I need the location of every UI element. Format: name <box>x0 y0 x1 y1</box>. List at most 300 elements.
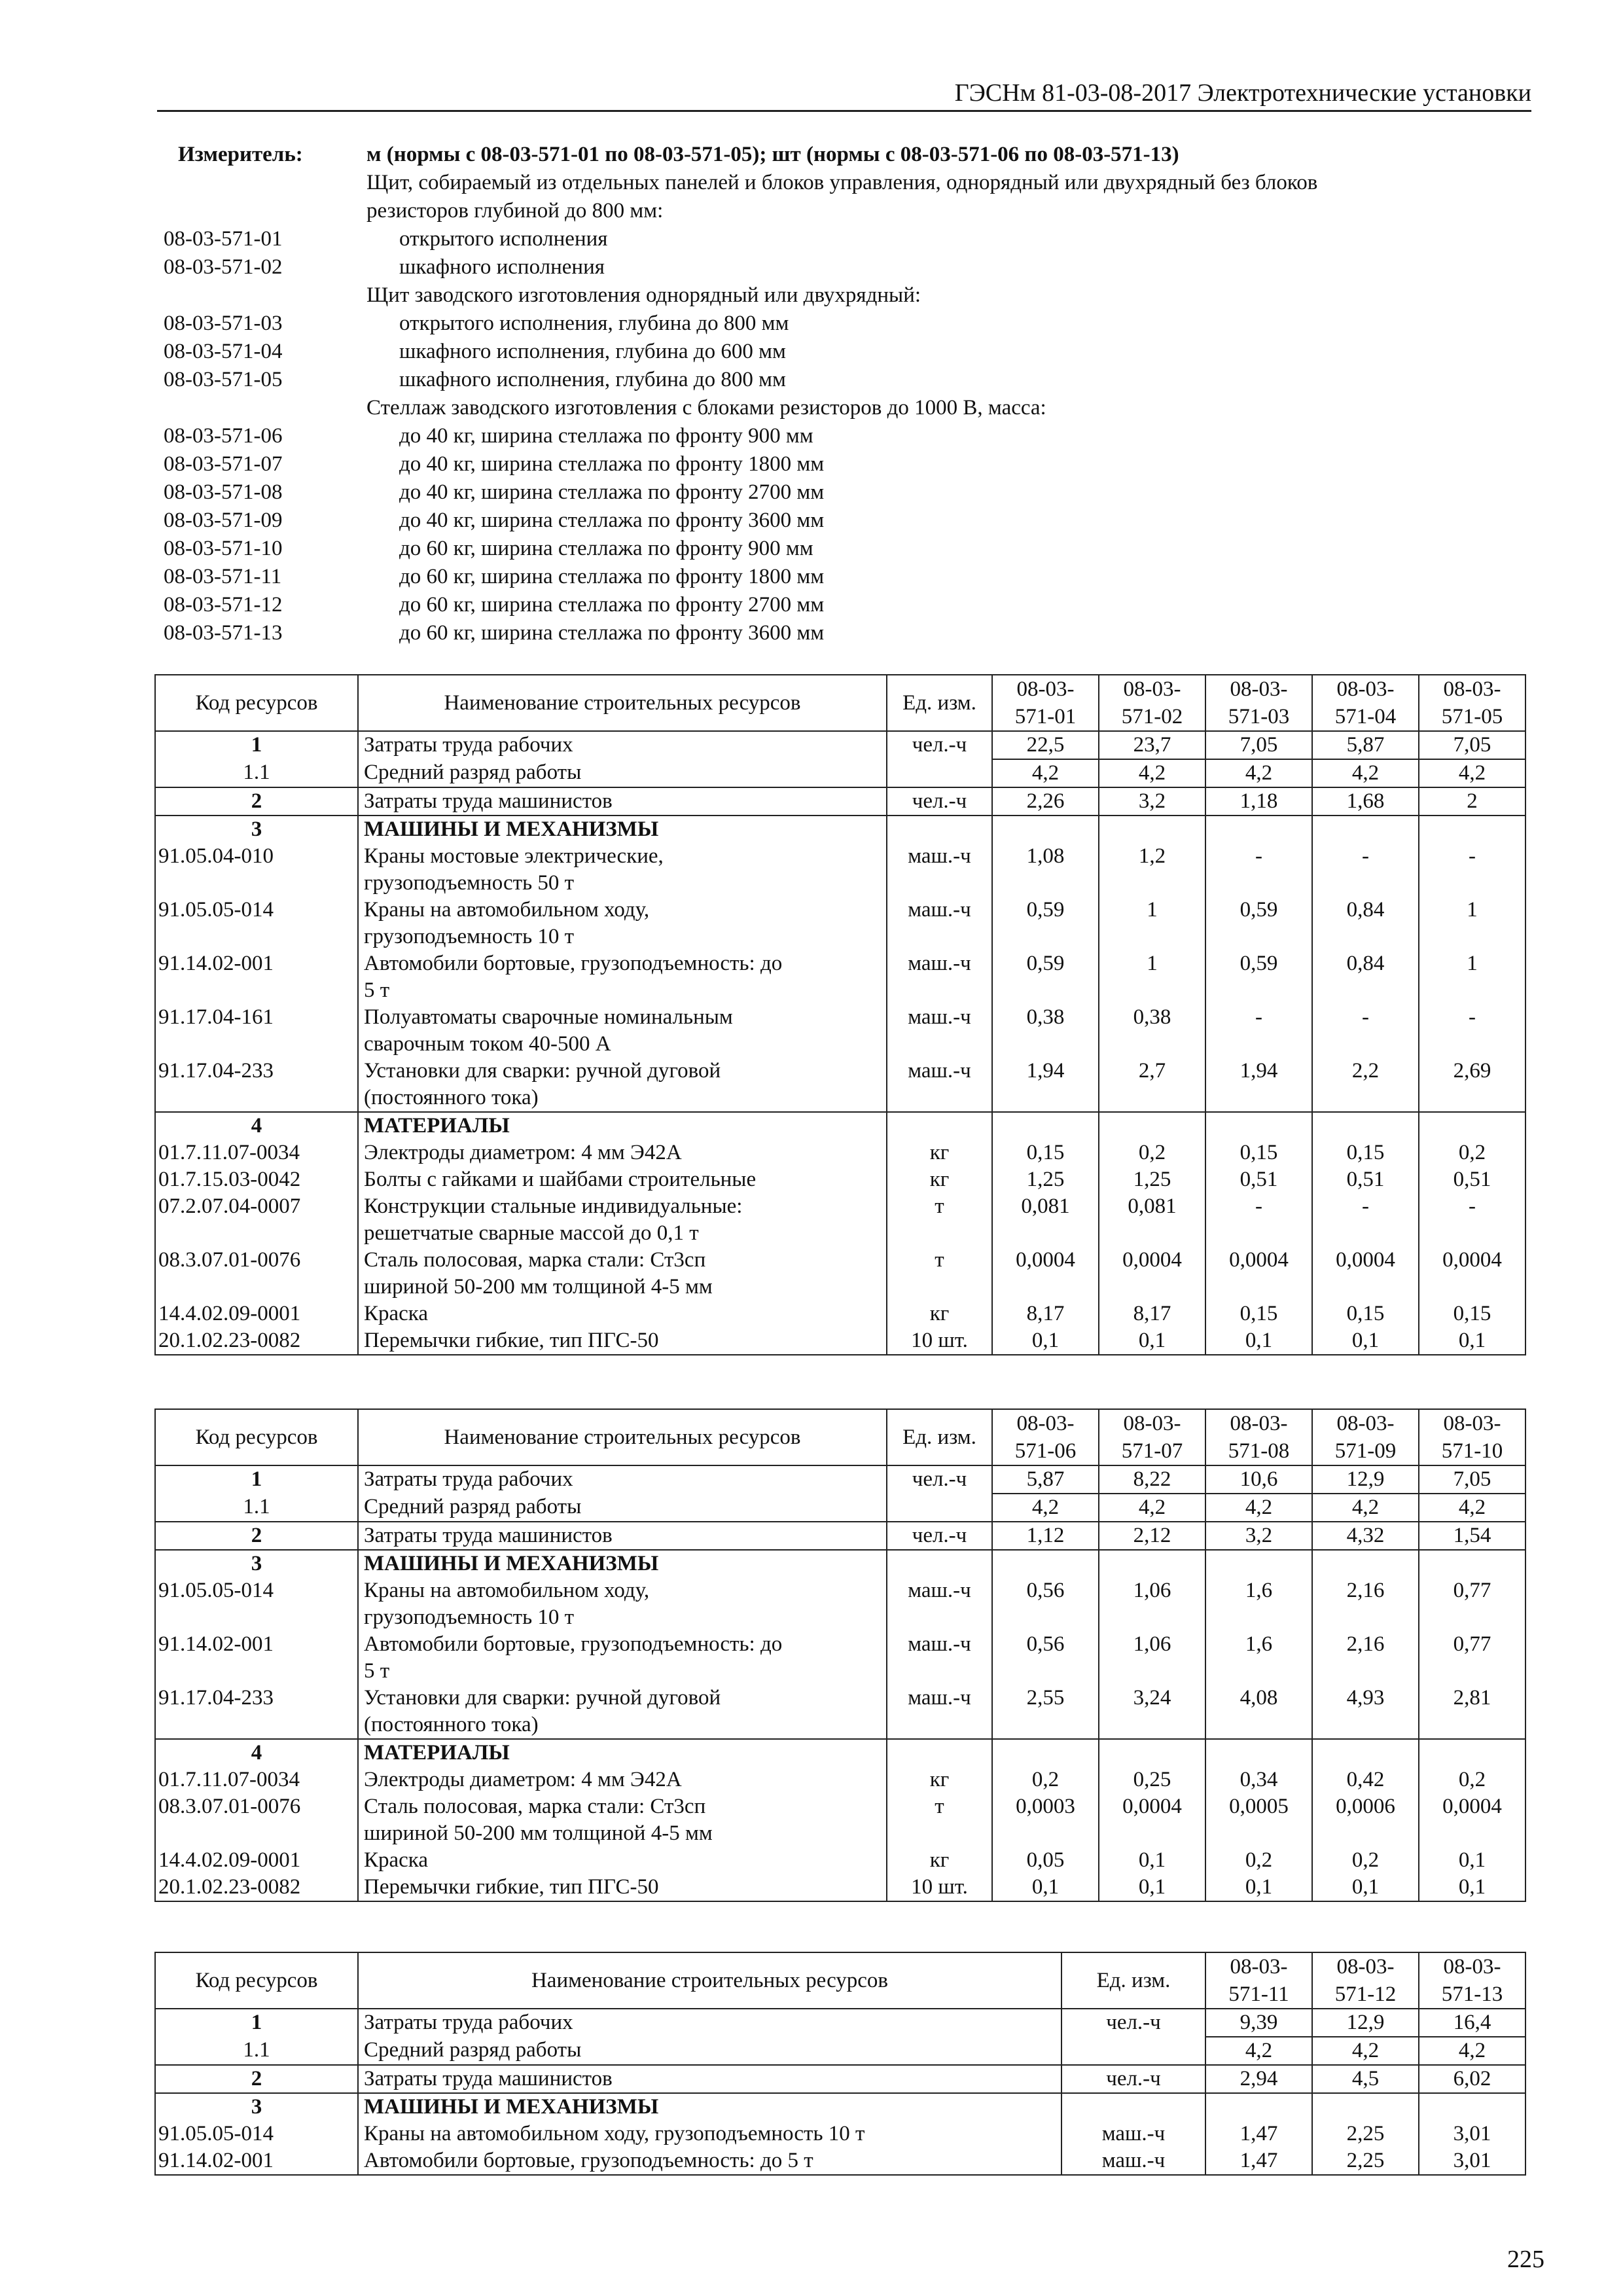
resource-name-line: шириной 50-200 мм толщиной 4-5 мм <box>364 1275 713 1299</box>
intro-line <box>164 253 1512 281</box>
norm-value <box>1419 816 1525 843</box>
resource-unit: маш.-ч <box>887 1004 992 1058</box>
resource-name-line: МАТЕРИАЛЫ <box>364 1114 510 1138</box>
norm-value: 0,0004 <box>1312 1247 1419 1300</box>
norm-col-line: 08-03- <box>1230 1412 1288 1435</box>
intro-line <box>164 310 1512 338</box>
table-row <box>155 1550 1525 1577</box>
resource-name-line: Установки для сварки: ручной дуговой <box>364 1059 721 1083</box>
norm-value: 4,2 <box>992 1494 1099 1522</box>
resource-unit <box>887 1112 992 1139</box>
norm-code: 08-03-571-06 <box>164 424 283 448</box>
norm-value: 0,15 <box>1312 1139 1419 1166</box>
resource-code: 2 <box>155 2065 358 2093</box>
norm-code: 08-03-571-03 <box>164 312 283 335</box>
norm-value: - <box>1419 843 1525 897</box>
resource-name-line: Автомобили бортовые, грузоподъемность: до <box>364 952 783 975</box>
norm-value: 23,7 <box>1099 731 1205 759</box>
resource-name-line: грузоподъемность 10 т <box>364 925 575 948</box>
resource-code: 2 <box>155 1522 358 1550</box>
resource-name-line: 5 т <box>364 978 390 1002</box>
resource-code: 1 <box>155 1465 358 1494</box>
norm-value: 4,2 <box>1205 2037 1312 2065</box>
table-row <box>155 1577 1525 1631</box>
norm-value <box>992 1739 1099 1767</box>
norm-value: - <box>1312 843 1419 897</box>
resource-name <box>358 1494 887 1522</box>
resource-name-line: Конструкции стальные индивидуальные: <box>364 1194 743 1218</box>
resource-unit: маш.-ч <box>887 897 992 950</box>
norm-value: 0,59 <box>1205 950 1312 1004</box>
norm-value: 0,51 <box>1205 1166 1312 1193</box>
table-row <box>155 2121 1525 2147</box>
table-row <box>155 2037 1525 2065</box>
norm-value: 1,94 <box>992 1058 1099 1112</box>
norm-value: 0,05 <box>992 1847 1099 1874</box>
norm-value: - <box>1205 1193 1312 1247</box>
norm-value <box>1205 1739 1312 1767</box>
norm-value: - <box>1312 1193 1419 1247</box>
norm-value: 4,2 <box>1419 2037 1525 2065</box>
header-norm-column <box>1419 1409 1525 1465</box>
header-norm-column <box>1312 1409 1419 1465</box>
norm-value: 0,77 <box>1419 1577 1525 1631</box>
resource-name <box>358 2009 1061 2037</box>
norm-value <box>1419 1112 1525 1139</box>
resource-name <box>358 2147 1061 2175</box>
resource-code: 91.05.05-014 <box>155 1577 358 1631</box>
table-row <box>155 1631 1525 1685</box>
resource-code: 1.1 <box>155 2037 358 2065</box>
resource-code: 91.14.02-001 <box>155 1631 358 1685</box>
resource-name <box>358 1550 887 1577</box>
norm-value: 0,1 <box>1099 1874 1205 1901</box>
resource-name-line: Краны на автомобильном ходу, грузоподъемность 10 т <box>364 2122 865 2145</box>
resource-code: 07.2.07.04-0007 <box>155 1193 358 1247</box>
intro-line <box>164 450 1512 478</box>
norm-value: 0,2 <box>1419 1139 1525 1166</box>
norm-description: Щит, собираемый из отдельных панелей и блоков управления, однорядный или двухрядный без блоков <box>366 171 1318 194</box>
resource-code: 3 <box>155 2093 358 2121</box>
table-row <box>155 1300 1525 1327</box>
table-row <box>155 843 1525 897</box>
resource-code: 01.7.11.07-0034 <box>155 1139 358 1166</box>
page-header <box>157 73 1531 112</box>
norm-value: 1,2 <box>1099 843 1205 897</box>
resource-unit: кг <box>887 1139 992 1166</box>
resource-name <box>358 1577 887 1631</box>
header-norm-column <box>1099 1409 1205 1465</box>
norm-value: 0,59 <box>992 950 1099 1004</box>
resource-unit <box>1061 2093 1205 2121</box>
resource-name-line: МАТЕРИАЛЫ <box>364 1741 510 1765</box>
norm-description: Щит заводского изготовления однорядный или двухрядный: <box>366 283 921 307</box>
norm-code: 08-03-571-13 <box>164 621 283 645</box>
norm-value: 0,77 <box>1419 1631 1525 1685</box>
header-norm-column <box>1205 675 1312 731</box>
header-norm-column <box>1419 675 1525 731</box>
norm-value: 0,84 <box>1312 897 1419 950</box>
norm-description: до 60 кг, ширина стеллажа по фронту 3600 мм <box>399 621 825 645</box>
resource-name <box>358 1247 887 1300</box>
resource-name <box>358 897 887 950</box>
norm-value: - <box>1312 1004 1419 1058</box>
norm-value: 7,05 <box>1205 731 1312 759</box>
table-row <box>155 1793 1525 1847</box>
norm-value: 0,1 <box>1312 1874 1419 1901</box>
norm-value: 0,15 <box>1205 1300 1312 1327</box>
norm-value: 0,38 <box>992 1004 1099 1058</box>
norm-value: 0,51 <box>1419 1166 1525 1193</box>
header-unit: Ед. изм. <box>887 675 992 731</box>
norm-value: 16,4 <box>1419 2009 1525 2037</box>
norm-col-line: 08-03- <box>1443 1955 1501 1979</box>
resource-name <box>358 1685 887 1739</box>
table-row <box>155 2009 1525 2037</box>
norm-value: 0,25 <box>1099 1767 1205 1793</box>
resource-name-line: МАШИНЫ И МЕХАНИЗМЫ <box>364 2095 659 2119</box>
table-row <box>155 759 1525 787</box>
norm-col-line: 08-03- <box>1336 1412 1395 1435</box>
resource-name-line: Затраты труда рабочих <box>364 733 573 757</box>
norm-value: 0,2 <box>1205 1847 1312 1874</box>
resource-code: 1 <box>155 731 358 759</box>
norm-value: 2,16 <box>1312 1577 1419 1631</box>
resource-unit: маш.-ч <box>887 1577 992 1631</box>
intro-line <box>164 281 1512 310</box>
resource-unit <box>887 759 992 787</box>
norm-value: 4,93 <box>1312 1685 1419 1739</box>
table-row <box>155 950 1525 1004</box>
resource-code: 01.7.11.07-0034 <box>155 1767 358 1793</box>
table-row <box>155 2065 1525 2093</box>
resource-name <box>358 1847 887 1874</box>
resource-code: 14.4.02.09-0001 <box>155 1300 358 1327</box>
resource-name <box>358 1767 887 1793</box>
header-norm-column <box>1205 1409 1312 1465</box>
resource-code: 91.17.04-161 <box>155 1004 358 1058</box>
norm-value: 1,12 <box>992 1522 1099 1550</box>
norm-description: открытого исполнения, глубина до 800 мм <box>399 312 789 335</box>
intro-lines <box>164 169 1512 647</box>
norm-value: 2,94 <box>1205 2065 1312 2093</box>
header-norm-column <box>1205 1952 1312 2009</box>
norm-value: 2,2 <box>1312 1058 1419 1112</box>
norm-value: 2,25 <box>1312 2147 1419 2175</box>
resource-code: 08.3.07.01-0076 <box>155 1247 358 1300</box>
norm-value: 2,55 <box>992 1685 1099 1739</box>
resource-unit: чел.-ч <box>1061 2009 1205 2037</box>
norm-value: 0,0004 <box>992 1247 1099 1300</box>
resource-name-line: Краны на автомобильном ходу, <box>364 1579 650 1602</box>
norm-value: - <box>1419 1004 1525 1058</box>
resource-name-line: Краска <box>364 1848 428 1872</box>
norm-value: 2,69 <box>1419 1058 1525 1112</box>
intro-line <box>164 197 1512 225</box>
header-row <box>155 1409 1525 1465</box>
norm-value: 1,47 <box>1205 2121 1312 2147</box>
norm-code <box>164 394 366 422</box>
resource-unit: маш.-ч <box>887 843 992 897</box>
resource-unit: чел.-ч <box>887 787 992 816</box>
resource-code: 91.05.05-014 <box>155 897 358 950</box>
norm-value: 3,01 <box>1419 2147 1525 2175</box>
norm-description: до 40 кг, ширина стеллажа по фронту 3600 мм <box>399 509 825 532</box>
norm-code: 08-03-571-07 <box>164 452 283 476</box>
norm-value: 0,0004 <box>1419 1247 1525 1300</box>
intro-line <box>164 338 1512 366</box>
norm-value: 0,2 <box>1099 1139 1205 1166</box>
resource-code: 3 <box>155 1550 358 1577</box>
norm-value: 8,22 <box>1099 1465 1205 1494</box>
norm-value <box>1099 1550 1205 1577</box>
norm-description: до 60 кг, ширина стеллажа по фронту 2700 мм <box>399 593 825 617</box>
intro-line <box>164 563 1512 591</box>
norm-value: 0,081 <box>992 1193 1099 1247</box>
norm-value <box>992 816 1099 843</box>
resource-name-line: Краска <box>364 1302 428 1325</box>
measure-row <box>164 141 1512 169</box>
norm-value: 0,0006 <box>1312 1793 1419 1847</box>
resource-code: 01.7.15.03-0042 <box>155 1166 358 1193</box>
norm-value: 5,87 <box>992 1465 1099 1494</box>
norm-value: 4,2 <box>1099 1494 1205 1522</box>
norm-value <box>1419 1550 1525 1577</box>
norm-value <box>1312 1550 1419 1577</box>
norm-value <box>1099 1112 1205 1139</box>
resource-unit: 10 шт. <box>887 1327 992 1355</box>
norm-value: 0,2 <box>992 1767 1099 1793</box>
norm-value: 3,24 <box>1099 1685 1205 1739</box>
norm-col-line: 08-03- <box>1443 677 1501 701</box>
resource-name <box>358 2121 1061 2147</box>
norm-col-line: 08-03- <box>1123 677 1181 701</box>
norm-description: до 60 кг, ширина стеллажа по фронту 1800 мм <box>399 565 825 588</box>
norm-value: 0,0004 <box>1205 1247 1312 1300</box>
resource-unit <box>887 816 992 843</box>
norm-col-line: 08-03- <box>1123 1412 1181 1435</box>
norm-value: 0,15 <box>1312 1300 1419 1327</box>
norm-col-line: 571-04 <box>1334 705 1397 728</box>
header-code: Код ресурсов <box>155 1952 358 2009</box>
resource-unit: маш.-ч <box>887 1685 992 1739</box>
resource-code: 1.1 <box>155 759 358 787</box>
norm-value: 0,42 <box>1312 1767 1419 1793</box>
norm-value: 0,0004 <box>1099 1247 1205 1300</box>
resource-name <box>358 1465 887 1494</box>
norm-col-line: 08-03- <box>1016 1412 1075 1435</box>
norm-value: 0,0004 <box>1099 1793 1205 1847</box>
norm-value: 0,34 <box>1205 1767 1312 1793</box>
norm-value <box>1205 1550 1312 1577</box>
table-row <box>155 2093 1525 2121</box>
table-row <box>155 1767 1525 1793</box>
page-number: 225 <box>1507 2246 1544 2273</box>
resource-name-line: Затраты труда машинистов <box>364 1524 613 1547</box>
intro-line <box>164 422 1512 450</box>
norm-col-line: 571-06 <box>1014 1439 1077 1463</box>
resource-unit <box>1061 2037 1205 2065</box>
header-norm-column <box>1312 1952 1419 2009</box>
intro-line <box>164 591 1512 619</box>
resource-name-line: Автомобили бортовые, грузоподъемность: до 5 т <box>364 2149 813 2172</box>
resource-name-line: Средний разряд работы <box>364 1495 582 1518</box>
norm-col-line: 08-03- <box>1336 1955 1395 1979</box>
resource-name <box>358 1058 887 1112</box>
resource-name <box>358 2065 1061 2093</box>
resource-unit: маш.-ч <box>887 950 992 1004</box>
intro-line <box>164 619 1512 647</box>
resource-name-line: 5 т <box>364 1659 390 1683</box>
norm-value <box>1312 1739 1419 1767</box>
resource-code: 3 <box>155 816 358 843</box>
resource-unit: чел.-ч <box>1061 2065 1205 2093</box>
header-code: Код ресурсов <box>155 675 358 731</box>
header-name: Наименование строительных ресурсов <box>358 1952 1061 2009</box>
resource-name-line: Краны мостовые электрические, <box>364 844 664 868</box>
norm-value: 0,56 <box>992 1577 1099 1631</box>
norm-value: 1,6 <box>1205 1577 1312 1631</box>
header-norm-column <box>1312 675 1419 731</box>
resource-name-line: Электроды диаметром: 4 мм Э42А <box>364 1141 682 1164</box>
table-row <box>155 1847 1525 1874</box>
resource-code: 20.1.02.23-0082 <box>155 1874 358 1901</box>
norm-value: 4,2 <box>1312 759 1419 787</box>
header-row <box>155 675 1525 731</box>
norm-value: 0,0005 <box>1205 1793 1312 1847</box>
norm-value <box>1419 1739 1525 1767</box>
table-row <box>155 787 1525 816</box>
norm-value: 0,0003 <box>992 1793 1099 1847</box>
norm-col-line: 571-01 <box>1014 705 1077 728</box>
norm-col-line: 08-03- <box>1443 1412 1501 1435</box>
norm-value <box>1312 1112 1419 1139</box>
norm-value: 2,16 <box>1312 1631 1419 1685</box>
norm-code: 08-03-571-11 <box>164 565 282 588</box>
norm-value: 0,2 <box>1419 1767 1525 1793</box>
norm-code <box>164 169 366 197</box>
header-unit: Ед. изм. <box>887 1409 992 1465</box>
measure-text: м (нормы с 08-03-571-01 по 08-03-571-05); шт (нормы с 08-03-571-06 по 08-03-571-13) <box>366 143 1179 166</box>
norm-value: 1,08 <box>992 843 1099 897</box>
resource-code: 4 <box>155 1112 358 1139</box>
resource-name-line: Перемычки гибкие, тип ПГС-50 <box>364 1875 659 1899</box>
norm-value: 1,54 <box>1419 1522 1525 1550</box>
resource-name-line: шириной 50-200 мм толщиной 4-5 мм <box>364 1821 713 1845</box>
norm-description: до 60 кг, ширина стеллажа по фронту 900 мм <box>399 537 813 560</box>
norm-description: до 40 кг, ширина стеллажа по фронту 1800 мм <box>399 452 825 476</box>
resource-unit <box>887 1739 992 1767</box>
table-row <box>155 731 1525 759</box>
norm-value: 4,2 <box>1205 1494 1312 1522</box>
intro-line <box>164 535 1512 563</box>
norm-value: 2,12 <box>1099 1522 1205 1550</box>
resource-name-line: Затраты труда рабочих <box>364 1467 573 1491</box>
resource-unit: кг <box>887 1847 992 1874</box>
norm-value: 1,68 <box>1312 787 1419 816</box>
norm-description: шкафного исполнения, глубина до 800 мм <box>399 368 786 391</box>
norm-value: 9,39 <box>1205 2009 1312 2037</box>
norm-value: 0,1 <box>1419 1847 1525 1874</box>
norm-value: 1 <box>1419 897 1525 950</box>
norm-value: 1 <box>1099 950 1205 1004</box>
header-norm-column <box>1099 675 1205 731</box>
norm-value: 4,2 <box>1312 1494 1419 1522</box>
resource-code: 2 <box>155 787 358 816</box>
norm-code: 08-03-571-02 <box>164 255 283 279</box>
table-row <box>155 1465 1525 1494</box>
resource-name <box>358 843 887 897</box>
resource-code: 4 <box>155 1739 358 1767</box>
resource-unit: маш.-ч <box>887 1058 992 1112</box>
norm-value <box>1312 2093 1419 2121</box>
resource-name-line: решетчатые сварные массой до 0,1 т <box>364 1221 699 1245</box>
header-norm-column <box>1419 1952 1525 2009</box>
norm-value: 0,081 <box>1099 1193 1205 1247</box>
norm-value: 1,18 <box>1205 787 1312 816</box>
resource-name <box>358 1004 887 1058</box>
norm-value: 7,05 <box>1419 731 1525 759</box>
resource-name-line: Сталь полосовая, марка стали: Ст3сп <box>364 1795 706 1818</box>
norm-value: 8,17 <box>1099 1300 1205 1327</box>
resource-name <box>358 1112 887 1139</box>
norm-code <box>164 281 366 310</box>
norm-value: 0,2 <box>1312 1847 1419 1874</box>
norm-value: 3,2 <box>1099 787 1205 816</box>
norm-value: 4,08 <box>1205 1685 1312 1739</box>
norm-value: 12,9 <box>1312 2009 1419 2037</box>
norm-col-line: 571-02 <box>1121 705 1183 728</box>
resource-name <box>358 787 887 816</box>
resource-name <box>358 2037 1061 2065</box>
document-title: ГЭСНм 81-03-08-2017 Электротехнические установки <box>954 79 1531 107</box>
norm-code: 08-03-571-01 <box>164 227 283 251</box>
norm-value: 8,17 <box>992 1300 1099 1327</box>
resource-code: 1.1 <box>155 1494 358 1522</box>
norm-description: до 40 кг, ширина стеллажа по фронту 2700 мм <box>399 480 825 504</box>
resource-code: 08.3.07.01-0076 <box>155 1793 358 1847</box>
resource-name-line: Сталь полосовая, марка стали: Ст3сп <box>364 1248 706 1272</box>
norm-col-line: 571-12 <box>1334 1982 1397 2006</box>
resource-name-line: Болты с гайками и шайбами строительные <box>364 1168 757 1191</box>
header-name: Наименование строительных ресурсов <box>358 1409 887 1465</box>
intro-line <box>164 394 1512 422</box>
resource-name-line: Установки для сварки: ручной дуговой <box>364 1686 721 1710</box>
norm-col-line: 571-05 <box>1441 705 1503 728</box>
resource-unit: 10 шт. <box>887 1874 992 1901</box>
norm-value: 4,2 <box>1312 2037 1419 2065</box>
norm-value <box>1205 1112 1312 1139</box>
resource-unit: кг <box>887 1300 992 1327</box>
norm-value: 0,1 <box>1099 1847 1205 1874</box>
norm-col-line: 571-08 <box>1228 1439 1290 1463</box>
table-row <box>155 1327 1525 1355</box>
norm-value: 0,56 <box>992 1631 1099 1685</box>
resource-code: 91.05.05-014 <box>155 2121 358 2147</box>
intro-line <box>164 507 1512 535</box>
intro-line <box>164 169 1512 197</box>
resource-name <box>358 1874 887 1901</box>
resource-code: 91.14.02-001 <box>155 2147 358 2175</box>
norm-value: 0,15 <box>992 1139 1099 1166</box>
norm-value <box>1099 1739 1205 1767</box>
resource-name-line: Автомобили бортовые, грузоподъемность: до <box>364 1632 783 1656</box>
resource-name <box>358 759 887 787</box>
table-row <box>155 1166 1525 1193</box>
resource-name-line: Электроды диаметром: 4 мм Э42А <box>364 1768 682 1791</box>
table-row <box>155 816 1525 843</box>
resource-name <box>358 1193 887 1247</box>
